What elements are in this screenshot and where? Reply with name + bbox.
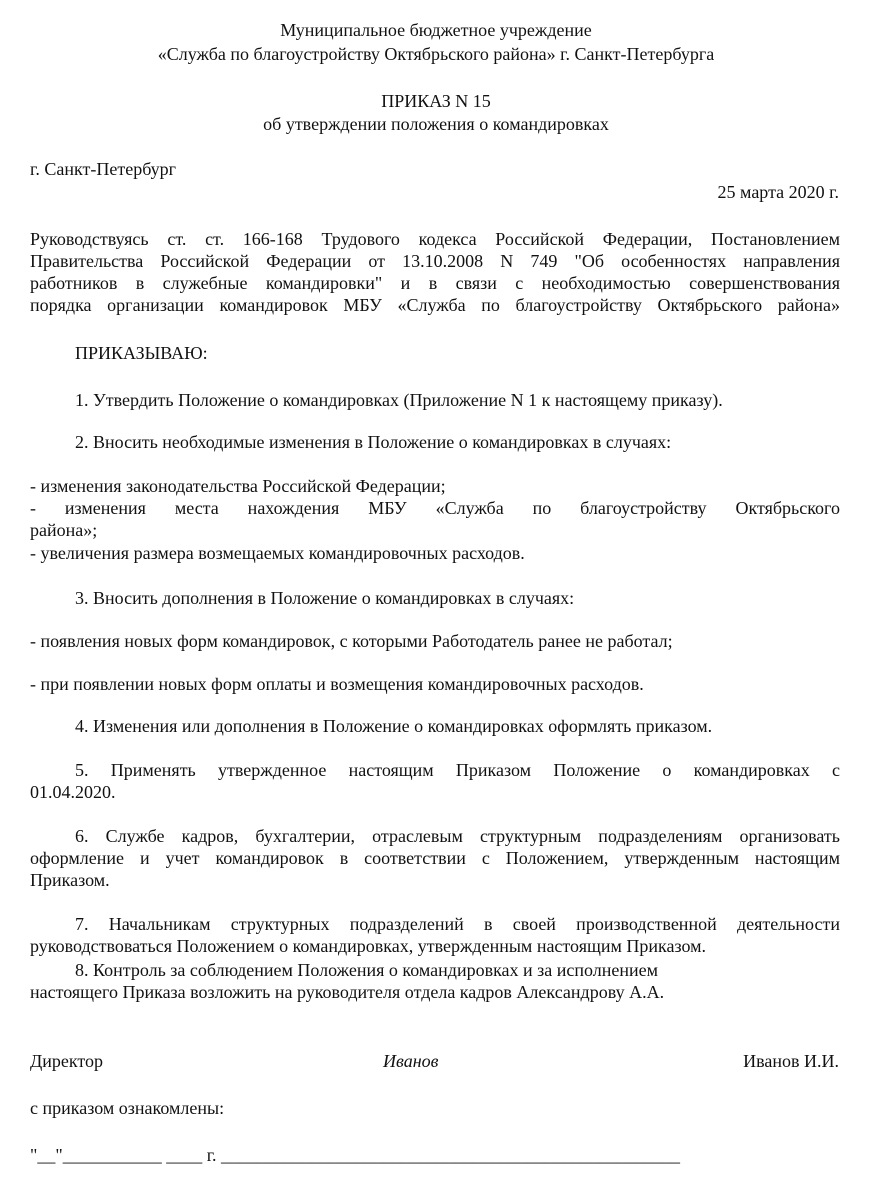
preamble bbox=[30, 228, 840, 316]
item-8-line: 8. Контроль за соблюдением Положения о командировках и за исполнением bbox=[75, 960, 659, 980]
signer-name: Иванов И.И. bbox=[743, 1051, 839, 1071]
item-6-line: 6. Службе кадров, бухгалтерии, отраслевым структурным подразделениям организовать bbox=[75, 826, 840, 846]
item-7-line: руководствоваться Положением о командировках, утвержденным настоящим Приказом. bbox=[30, 936, 707, 956]
org-name-line1: Муниципальное бюджетное учреждение bbox=[280, 20, 592, 40]
item-2: 2. Вносить необходимые изменения в Положение о командировках в случаях: bbox=[75, 432, 672, 452]
preamble-line: Руководствуясь ст. ст. 166-168 Трудового кодекса Российской Федерации, Постановлением bbox=[30, 229, 840, 249]
item-6 bbox=[30, 825, 840, 891]
acquainted-label: с приказом ознакомлены: bbox=[30, 1098, 225, 1118]
order-word: ПРИКАЗЫВАЮ: bbox=[75, 343, 208, 363]
order-title: ПРИКАЗ N 15 bbox=[381, 91, 491, 111]
item-3-bullet: - при появлении новых форм оплаты и возмещения командировочных расходов. bbox=[30, 674, 644, 694]
item-2-bullet-cont: района»; bbox=[30, 520, 98, 540]
item-3-bullet: - появления новых форм командировок, с которыми Работодатель ранее не работал; bbox=[30, 631, 673, 651]
acquaintance-sign-line: "__"___________ ____ г. ___________________________________________________ bbox=[30, 1145, 681, 1165]
org-name-line2: «Служба по благоустройству Октябрьского района» г. Санкт-Петербурга bbox=[157, 44, 715, 64]
item-2-bullet: - увеличения размера возмещаемых командировочных расходов. bbox=[30, 543, 525, 563]
order-place: г. Санкт-Петербург bbox=[30, 159, 177, 179]
item-4: 4. Изменения или дополнения в Положение о командировках оформлять приказом. bbox=[75, 716, 713, 736]
preamble-line: работников в служебные командировки" и в связи с необходимостью совершенствования bbox=[30, 273, 840, 293]
item-5-line: 5. Применять утвержденное настоящим Приказом Положение о командировках с bbox=[75, 760, 840, 780]
order-date: 25 марта 2020 г. bbox=[717, 182, 839, 202]
order-subtitle: об утверждении положения о командировках bbox=[263, 114, 609, 134]
preamble-line: порядка организации командировок МБУ «Служба по благоустройству Октябрьского района» bbox=[30, 295, 840, 315]
preamble-line: Правительства Российской Федерации от 13.10.2008 N 749 "Об особенностях направления bbox=[30, 251, 840, 271]
item-2-bullet: - изменения законодательства Российской Федерации; bbox=[30, 476, 446, 496]
item-5-line: 01.04.2020. bbox=[30, 782, 116, 802]
item-2-bullet bbox=[30, 497, 840, 519]
item-5 bbox=[30, 759, 840, 803]
item-8-line: настоящего Приказа возложить на руководителя отдела кадров Александрову А.А. bbox=[30, 982, 665, 1002]
item-1: 1. Утвердить Положение о командировках (Приложение N 1 к настоящему приказу). bbox=[75, 390, 723, 410]
item-3: 3. Вносить дополнения в Положение о командировках в случаях: bbox=[75, 588, 575, 608]
signer-signature: Иванов bbox=[383, 1051, 439, 1071]
item-6-line: Приказом. bbox=[30, 870, 110, 890]
item-7 bbox=[30, 913, 840, 957]
signer-position: Директор bbox=[30, 1051, 104, 1071]
item-6-line: оформление и учет командировок в соответствии с Положением, утвержденным настоящим bbox=[30, 848, 840, 868]
bullet-line: - изменения места нахождения МБУ «Служба по благоустройству Октябрьского bbox=[30, 498, 840, 518]
item-7-line: 7. Начальникам структурных подразделений в своей производственной деятельности bbox=[75, 914, 840, 934]
